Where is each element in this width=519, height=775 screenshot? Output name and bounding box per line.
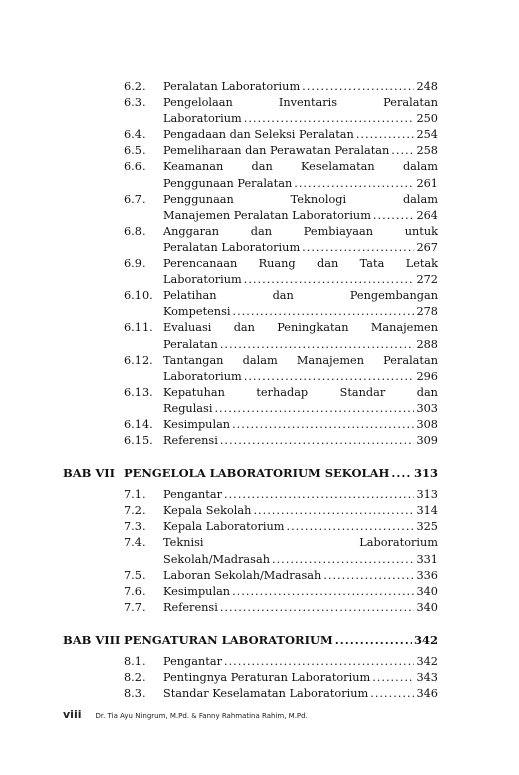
toc-page-number: 254: [416, 128, 438, 142]
toc-word: Tata: [359, 257, 385, 271]
toc-entry-title: Pemeliharaan dan Perawatan Peralatan: [163, 144, 390, 158]
toc-item-row: [0, 601, 519, 617]
toc-item-number: 6.10.: [124, 289, 153, 303]
toc-entry: [163, 370, 438, 383]
dot-leader: [370, 687, 414, 700]
dot-leader: [272, 553, 414, 566]
toc-item-number: 6.14.: [124, 417, 153, 431]
chapter-code: BAB VIII: [63, 632, 121, 647]
toc-item-row: [0, 321, 519, 337]
toc-entry: [163, 569, 438, 582]
dot-leader: [335, 633, 412, 647]
footer-authors: Dr. Tia Ayu Ningrum, M.Pd. & Fanny Rahmatina Rahim, M.Pd.: [95, 712, 308, 720]
toc-word: Pelatihan: [163, 289, 217, 303]
section-spacer: [0, 617, 519, 629]
toc-item-number: 6.3.: [124, 96, 146, 110]
toc-word: Peningkatan: [277, 321, 349, 335]
toc-entry: [163, 655, 438, 668]
toc-entry: [163, 687, 438, 700]
toc-item-row: [0, 338, 519, 354]
toc-word: dan: [251, 160, 273, 174]
toc-word: Teknisi: [163, 536, 204, 550]
toc-word: dalam: [242, 353, 278, 367]
toc-word: Pengelolaan: [163, 96, 233, 110]
toc-entry-title: Referensi: [163, 434, 218, 448]
toc-entry-title: Pengantar: [163, 488, 222, 502]
toc-word: dan: [233, 321, 255, 335]
toc-word: Inventaris: [278, 96, 338, 110]
dot-leader: [244, 370, 415, 383]
chapter-code: BAB VII: [63, 466, 116, 481]
toc-word: Anggaran: [163, 224, 220, 238]
toc-word: Keselamatan: [301, 160, 375, 174]
dot-leader: [232, 418, 414, 431]
dot-leader: [294, 177, 414, 190]
toc-word: dalam: [402, 192, 438, 206]
toc-entry-line: [163, 225, 438, 238]
toc-item-number: 7.5.: [124, 568, 146, 582]
dot-leader: [220, 601, 415, 614]
toc-page-number: 258: [416, 144, 438, 158]
toc-item-row: [0, 80, 519, 96]
toc-entry: [163, 338, 438, 351]
toc-entry: [163, 144, 438, 157]
toc-entry-line: [163, 96, 438, 109]
toc-page-number: 264: [416, 208, 438, 222]
toc-word: terhadap: [256, 385, 309, 399]
toc-word: Tantangan: [163, 353, 224, 367]
toc-entry-title: Pengantar: [163, 654, 222, 668]
toc-word: Peralatan: [383, 353, 438, 367]
toc-entry-line: [163, 193, 438, 206]
toc-item-row: [0, 687, 519, 703]
dot-leader: [323, 569, 414, 582]
section-spacer: [0, 450, 519, 462]
toc-item-number: 7.3.: [124, 520, 146, 534]
toc-word: Standar: [339, 385, 386, 399]
dot-leader: [302, 80, 414, 93]
toc-entry: [163, 418, 438, 431]
toc-item-row: [0, 569, 519, 585]
toc-word: Manajemen: [370, 321, 438, 335]
toc-word: dan: [250, 224, 273, 238]
toc-item-row: [0, 144, 519, 160]
toc-item-row: [0, 520, 519, 536]
toc-item-row: [0, 177, 519, 193]
dot-leader: [372, 671, 414, 684]
toc-entry-title: Peralatan: [163, 337, 218, 351]
toc-entry-title: Manajemen Peralatan Laboratorium: [163, 208, 371, 222]
toc-item-row: [0, 418, 519, 434]
toc-word: dan: [317, 257, 339, 271]
toc-entry: [163, 209, 438, 222]
toc-page-number: 340: [416, 584, 438, 598]
dot-leader: [391, 466, 412, 480]
toc-page-number: 309: [416, 434, 438, 448]
toc-item-row: [0, 305, 519, 321]
toc-page-number: 314: [416, 504, 438, 518]
dot-leader: [356, 128, 415, 141]
toc-entry-title: Standar Keselamatan Laboratorium: [163, 687, 369, 701]
toc-word: Pembiayaan: [303, 224, 373, 238]
toc-item-number: 7.4.: [124, 536, 146, 550]
toc-entry: [163, 402, 438, 415]
chapter-heading: [0, 629, 519, 653]
dot-leader: [373, 209, 415, 222]
toc-entry: [163, 128, 438, 141]
toc-item-row: [0, 225, 519, 241]
toc-word: Peralatan: [383, 96, 438, 110]
toc-item-number: 6.7.: [124, 192, 146, 206]
toc-entry-line: [163, 321, 438, 334]
toc-entry-title: Laboratorium: [163, 273, 242, 287]
toc-item-number: 8.1.: [124, 654, 146, 668]
toc-item-number: 6.9.: [124, 257, 146, 271]
chapter-entry: [124, 633, 438, 647]
toc-item-number: 6.6.: [124, 160, 146, 174]
toc-entry: [163, 488, 438, 501]
toc-word: Laboratorium: [359, 536, 438, 550]
toc-page-number: 342: [413, 632, 438, 647]
toc-word: Manajemen: [296, 353, 364, 367]
toc-item-row: [0, 402, 519, 418]
toc-page-number: 248: [416, 80, 438, 93]
toc-item-row: [0, 112, 519, 128]
toc-item-number: 6.11.: [124, 321, 153, 335]
toc-item-row: [0, 289, 519, 305]
dot-leader: [302, 241, 414, 254]
toc-word: Ruang: [258, 257, 296, 271]
toc-entry-title: Penggunaan Peralatan: [163, 176, 293, 190]
dot-leader: [244, 112, 415, 125]
toc-item-row: [0, 488, 519, 504]
toc-word: Teknologi: [290, 192, 347, 206]
toc-page-number: 308: [416, 417, 438, 431]
toc-page-number: 303: [416, 401, 438, 415]
toc-entry-line: [163, 257, 438, 270]
toc-word: Keamanan: [163, 160, 224, 174]
toc-item-number: 6.2.: [124, 80, 146, 93]
toc-entry: [163, 553, 438, 566]
toc-item-number: 6.4.: [124, 128, 146, 142]
chapter-heading: [0, 462, 519, 486]
toc-entry-line: [163, 289, 438, 302]
toc-item-number: 6.12.: [124, 353, 153, 367]
toc-page-number: 331: [416, 552, 438, 566]
toc-entry: [163, 671, 438, 684]
toc-entry-title: Peralatan Laboratorium: [163, 80, 301, 93]
toc-entry-title: Kepala Laboratorium: [163, 520, 285, 534]
toc-item-row: [0, 128, 519, 144]
toc-page-number: 343: [416, 671, 438, 684]
toc-word: dalam: [402, 160, 438, 174]
toc-item-row: [0, 160, 519, 176]
toc-entry: [163, 601, 438, 614]
toc-entry-title: Regulasi: [163, 401, 213, 415]
toc-page-number: 346: [416, 687, 438, 701]
toc-entry-line: [163, 160, 438, 173]
toc-entry: [163, 241, 438, 254]
toc-word: Perencanaan: [163, 257, 238, 271]
dot-leader: [232, 305, 414, 318]
toc-item-row: [0, 193, 519, 209]
toc-entry: [163, 520, 438, 533]
toc-page-number: 250: [416, 112, 438, 126]
toc-page-number: 267: [416, 240, 438, 254]
toc-word: dan: [272, 289, 294, 303]
toc-entry-title: Sekolah/Madrasah: [163, 552, 270, 566]
toc-entry: [163, 504, 438, 517]
dot-leader: [224, 488, 414, 501]
toc-item-row: [0, 585, 519, 601]
toc-entry-line: [163, 386, 438, 399]
toc-page-number: 313: [416, 488, 438, 502]
dot-leader: [220, 434, 415, 447]
toc-entry-title: Pengadaan dan Seleksi Peralatan: [163, 128, 354, 142]
toc-page-number: 336: [416, 568, 438, 582]
dot-leader: [391, 144, 414, 157]
toc-item-row: [0, 655, 519, 671]
toc-entry-title: Laboratorium: [163, 369, 242, 383]
dot-leader: [244, 273, 415, 286]
toc-entry-title: Pentingnya Peraturan Laboratorium: [163, 671, 371, 684]
toc-entry-title: Laboratorium: [163, 112, 242, 126]
toc-item-row: [0, 504, 519, 520]
dot-leader: [214, 402, 414, 415]
toc-page-number: 325: [416, 520, 438, 534]
toc-entry-title: PENGATURAN LABORATORIUM: [124, 632, 333, 647]
toc-word: Kepatuhan: [163, 385, 225, 399]
dot-leader: [286, 520, 414, 533]
toc-word: Penggunaan: [163, 192, 234, 206]
toc-item-row: [0, 386, 519, 402]
toc-page-number: 296: [416, 369, 438, 383]
toc-item-number: 6.13.: [124, 385, 153, 399]
dot-leader: [253, 504, 414, 517]
toc-item-row: [0, 273, 519, 289]
toc-entry-title: Referensi: [163, 600, 218, 614]
toc-item-row: [0, 209, 519, 225]
toc-entry-title: Peralatan Laboratorium: [163, 240, 301, 254]
toc-entry: [163, 585, 438, 598]
toc-entry-title: Kepala Sekolah: [163, 504, 252, 518]
toc-page-number: 313: [413, 466, 438, 481]
toc-item-row: [0, 370, 519, 386]
dot-leader: [224, 655, 414, 668]
page-footer: [63, 708, 308, 721]
toc-word: Letak: [405, 257, 438, 271]
toc-word: dan: [416, 385, 438, 399]
toc-item-row: [0, 96, 519, 112]
toc-page-number: 342: [416, 654, 438, 668]
toc-entry-title: Laboran Sekolah/Madrasah: [163, 568, 322, 582]
toc-word: Pengembangan: [349, 289, 438, 303]
dot-leader: [232, 585, 414, 598]
toc-entry-title: PENGELOLA LABORATORIUM SEKOLAH: [124, 466, 390, 481]
toc-item-row: [0, 553, 519, 569]
toc-page-number: 340: [416, 600, 438, 614]
toc-item-row: [0, 354, 519, 370]
toc-item-row: [0, 671, 519, 687]
toc-item-number: 8.3.: [124, 687, 146, 701]
toc-entry: [163, 434, 438, 447]
toc-item-number: 7.7.: [124, 600, 146, 614]
toc-item-number: 6.8.: [124, 224, 146, 238]
toc-entry-title: Kesimpulan: [163, 417, 231, 431]
toc-entry: [163, 305, 438, 318]
dot-leader: [220, 338, 415, 351]
toc-page-number: 288: [416, 337, 438, 351]
toc-entry-line: [163, 354, 438, 367]
toc-item-row: [0, 257, 519, 273]
toc-entry: [163, 273, 438, 286]
chapter-entry: [124, 466, 438, 480]
toc-item-number: 6.15.: [124, 434, 153, 448]
toc-entry: [163, 80, 438, 93]
toc-page-number: 261: [416, 176, 438, 190]
toc-item-number: 8.2.: [124, 671, 146, 684]
toc-page-number: 278: [416, 305, 438, 319]
toc-entry-title: Kompetensi: [163, 305, 231, 319]
footer-page-number: viii: [63, 708, 82, 721]
toc-word: untuk: [404, 224, 438, 238]
toc-entry-title: Kesimpulan: [163, 584, 231, 598]
toc-item-row: [0, 434, 519, 450]
toc-item-number: 7.1.: [124, 488, 146, 502]
table-of-contents: [0, 80, 519, 703]
toc-item-row: [0, 536, 519, 552]
toc-item-number: 7.2.: [124, 504, 146, 518]
toc-entry: [163, 112, 438, 125]
toc-entry-line: [163, 536, 438, 549]
toc-item-number: 7.6.: [124, 584, 146, 598]
toc-page-number: 272: [416, 273, 438, 287]
toc-entry: [163, 177, 438, 190]
toc-item-row: [0, 241, 519, 257]
toc-word: Evaluasi: [163, 321, 212, 335]
toc-item-number: 6.5.: [124, 144, 146, 158]
